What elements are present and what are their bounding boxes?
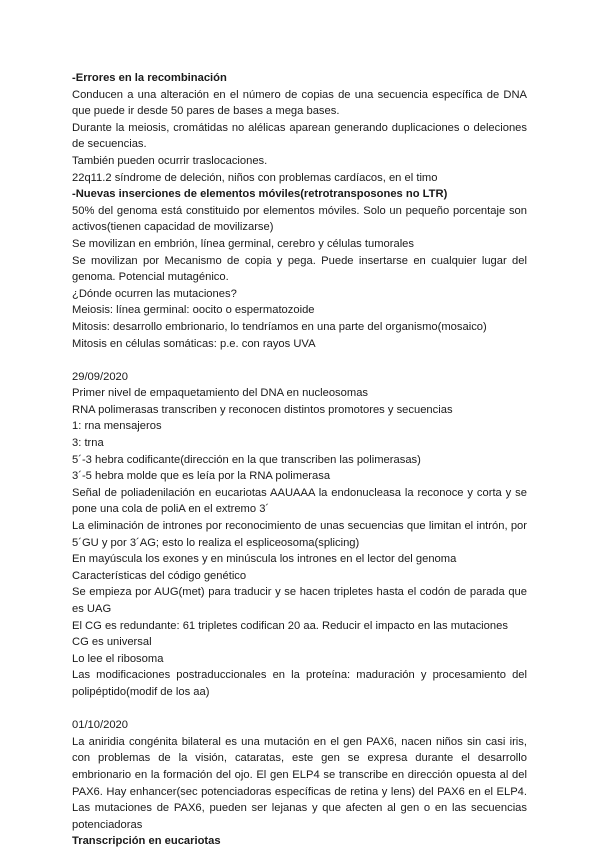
paragraph: Se empieza por AUG(met) para traducir y se hacen tripletes hasta el codón de parada que es UAG bbox=[72, 586, 527, 615]
paragraph: Las modificaciones postraduccionales en la proteína: maduración y procesamiento del polipéptido(modif de los aa) bbox=[72, 669, 527, 698]
transcription-heading: Transcripción en eucariotas bbox=[72, 835, 221, 848]
date-heading: 29/09/2020 bbox=[72, 370, 128, 383]
text-line: Mitosis en células somáticas: p.e. con rayos UVA bbox=[72, 337, 316, 350]
recombination-errors-heading: -Errores en la recombinación bbox=[72, 72, 227, 84]
text-line: El CG es redundante: 61 tripletes codifican 20 aa. Reducir el impacto en las mutaciones bbox=[72, 619, 508, 632]
paragraph: Se movilizan por Mecanismo de copia y pega. Puede insertarse en cualquier lugar del genoma. Potencial mutagénico. bbox=[72, 254, 527, 284]
text-line: 22q11.2 síndrome de deleción, niños con problemas cardíacos, en el timo bbox=[72, 171, 438, 184]
paragraph: La eliminación de intrones por reconocimiento de unas secuencias que limitan el intrón, por 5´GU y por 3´AG; esto lo realiza el espliceosoma(splicing) bbox=[72, 520, 527, 549]
text-line: Características del código genético bbox=[72, 569, 247, 582]
text-line: Primer nivel de empaquetamiento del DNA en nucleosomas bbox=[72, 387, 369, 400]
text-line: RNA polimerasas transcriben y reconocen distintos promotores y secuencias bbox=[72, 403, 453, 416]
paragraph: La aniridia congénita bilateral es una mutación en el gen PAX6, nacen niños sin casi iris, con problemas de la visión, cataratas, este gen se expresa durante el desarrollo embrionario en la formación del ojo. El gen ELP4 se transcribe en dirección opuesta al del PAX6. Hay enhancer(sec potenciadoras específicas de retina y lens) del PAX6 en el ELP4. Las mutaciones de PAX6, pueden ser lejanas y que afecten al gen o en las secuencias potenciadoras bbox=[72, 735, 527, 831]
document-page bbox=[72, 70, 527, 850]
paragraph: 50% del genoma está constituido por elementos móviles. Solo un pequeño porcentaje son activos(tienen capacidad de movilizarse) bbox=[72, 204, 527, 234]
text-line: Lo lee el ribosoma bbox=[72, 652, 164, 665]
text-line: 3: trna bbox=[72, 437, 104, 450]
text-line: En mayúscula los exones y en minúscula los intrones en el lector del genoma bbox=[72, 553, 457, 566]
text-line: También pueden ocurrir traslocaciones. bbox=[72, 154, 268, 167]
blank-line bbox=[72, 352, 527, 369]
text-line: Mitosis: desarrollo embrionario, lo tendríamos en una parte del organismo(mosaico) bbox=[72, 320, 487, 333]
text-line: ¿Dónde ocurren las mutaciones? bbox=[72, 287, 237, 300]
mobile-elements-heading: -Nuevas inserciones de elementos móviles(retrotransposones no LTR) bbox=[72, 188, 448, 201]
text-line: CG es universal bbox=[72, 636, 152, 649]
text-line: 5´-3 hebra codificante(dirección en la que transcriben las polimerasas) bbox=[72, 453, 421, 466]
blank-line bbox=[72, 701, 527, 718]
text-line: Se movilizan en embrión, línea germinal, cerebro y células tumorales bbox=[72, 237, 414, 250]
paragraph: Conducen a una alteración en el número de copias de una secuencia específica de DNA que puede ir desde 50 pares de bases a mega bases. bbox=[72, 88, 527, 118]
paragraph: Señal de poliadenilación en eucariotas AAUAAA la endonucleasa la reconoce y corta y se pone una cola de poliA en el extremo 3´ bbox=[72, 486, 527, 516]
paragraph: Durante la meiosis, cromátidas no alélicas aparean generando duplicaciones o deleciones de secuencias. bbox=[72, 121, 527, 151]
text-line: Meiosis: línea germinal: oocito o espermatozoide bbox=[72, 304, 315, 317]
text-line: 3´-5 hebra molde que es leía por la RNA polimerasa bbox=[72, 470, 331, 483]
date-heading: 01/10/2020 bbox=[72, 719, 128, 732]
text-line: 1: rna mensajeros bbox=[72, 420, 162, 433]
